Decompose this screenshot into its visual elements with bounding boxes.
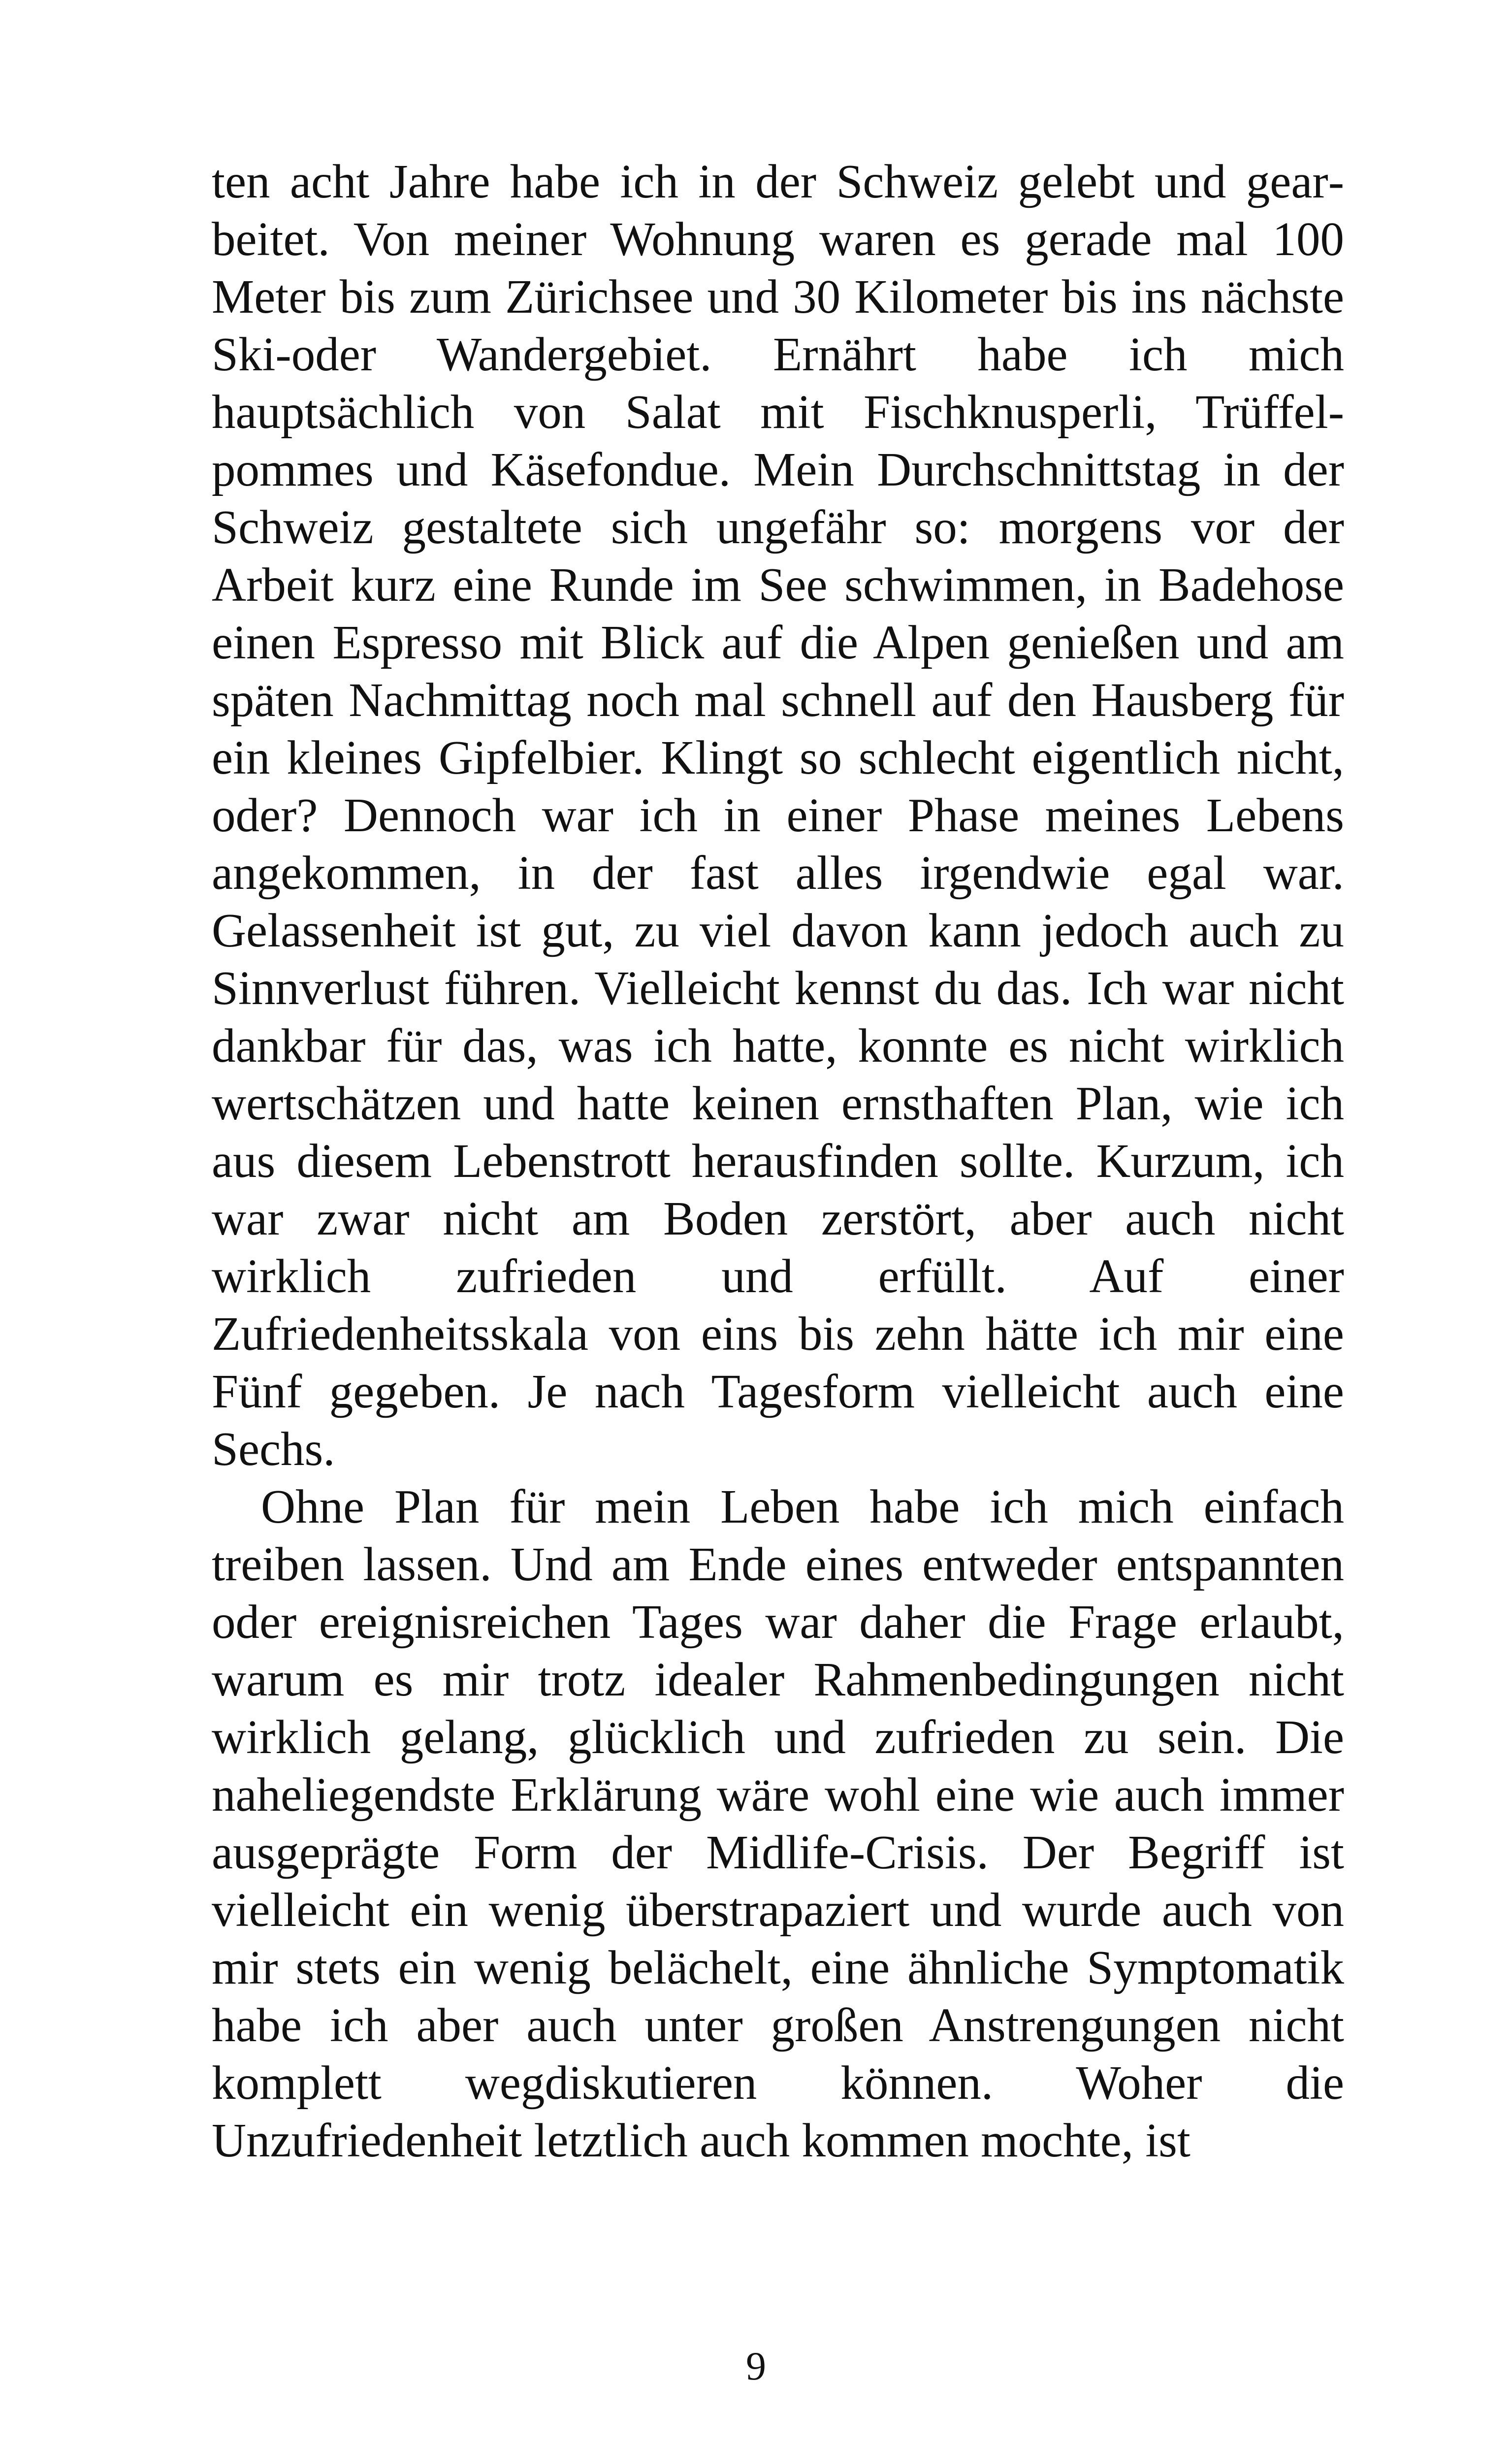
paragraph-1: ten acht Jahre habe ich in der Schweiz gelebt und gearbeitet. Von meiner Wohnung waren es gerade mal 100 Meter bis zum Zürichsee und 30 Kilometer bis ins nächste Ski-oder Wandergebiet. Ernährt habe ich mich hauptsächlich von Salat mit Fischknusperli, Trüffelpommes und Käsefondue. Mein Durchschnittstag in der Schweiz gestaltete sich ungefähr so: morgens vor der Arbeit kurz eine Runde im See schwimmen, in Badehose einen Espresso mit Blick auf die Alpen genießen und am späten Nachmittag noch mal schnell auf den Hausberg für ein kleines Gipfelbier. Klingt so schlecht eigentlich nicht, oder? Dennoch war ich in einer Phase meines Lebens angekommen, in der fast alles irgendwie egal war. Gelassenheit ist gut, zu viel davon kann jedoch auch zu Sinnverlust führen. Vielleicht kennst du das. Ich war nicht dankbar für das, was ich hatte, konnte es nicht wirklich wertschätzen und hatte keinen ernsthaften Plan, wie ich aus diesem Lebenstrott herausfinden sollte. Kurzum, ich war zwar nicht am Boden zerstört, aber auch nicht wirklich zufrieden und erfüllt. Auf einer Zufriedenheitsskala von eins bis zehn hätte ich mir eine Fünf gegeben. Je nach Tagesform vielleicht auch eine Sechs. [212,155,1344,1475]
page-number: 9 [746,2344,766,2388]
page-body-text [212,153,1344,2169]
paragraph-2: Ohne Plan für mein Leben habe ich mich einfach treiben lassen. Und am Ende eines entweder entspannten oder ereignisreichen Tages war daher die Frage erlaubt, warum es mir trotz idealer Rahmenbedingungen nicht wirklich gelang, glücklich und zufrieden zu sein. Die naheliegendste Erklärung wäre wohl eine wie auch immer ausgeprägte Form der Midlife-Crisis. Der Begriff ist vielleicht ein wenig überstrapaziert und wurde auch von mir stets ein wenig belächelt, eine ähnliche Symptomatik habe ich aber auch unter großen Anstrengungen nicht komplett wegdiskutieren können. Woher die Unzufriedenheit letztlich auch kommen mochte, ist [212,1480,1344,2167]
